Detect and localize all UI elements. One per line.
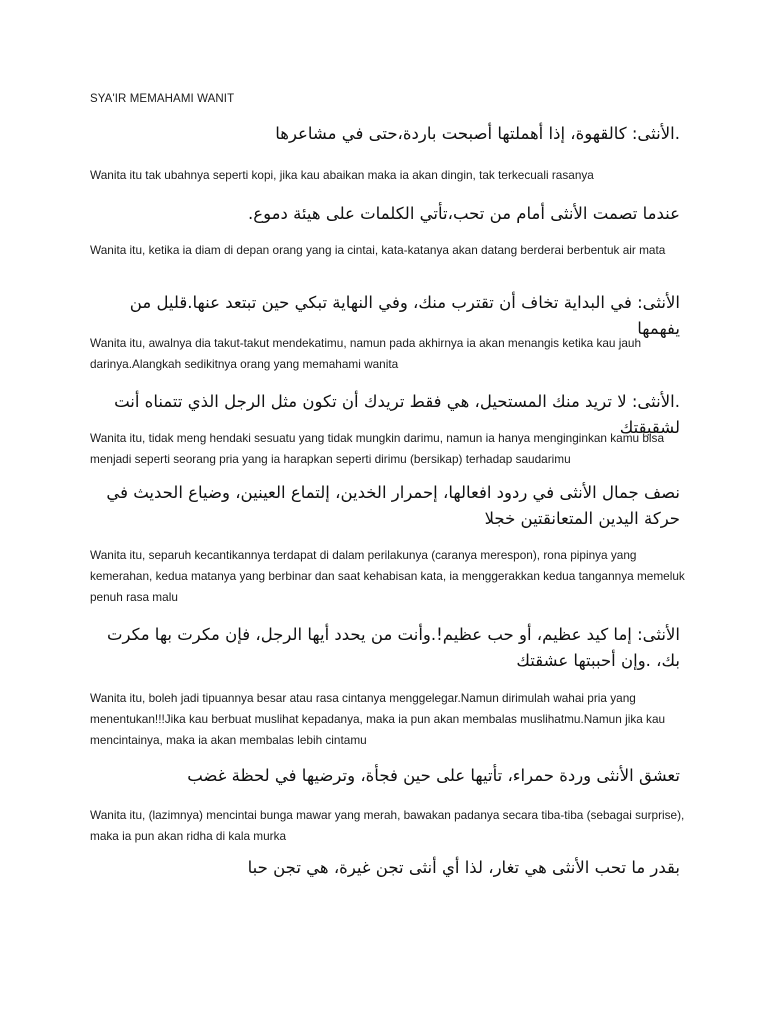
verse-6-arabic: الأنثى: إما كيد عظيم، أو حب عظيم!.وأنت من يحدد أيها الرجل، فإن مكرت بها مكرت بك، .وإن أحببتها عشقتك	[106, 625, 680, 670]
verse-5-translation: Wanita itu, separuh kecantikannya terdapat di dalam perilakunya (caranya merespon), rona pipinya yang kemerahan, kedua matanya yang berbinar dan saat kehabisan kata, ia menggerakkan kedua tangannya memeluk penuh rasa malu	[90, 548, 685, 604]
verse-7-translation: Wanita itu, (lazimnya) mencintai bunga mawar yang merah, bawakan padanya secara tiba-tiba (sebagai surprise), maka ia pun akan ridha di kala murka	[90, 808, 685, 843]
verse-1-arabic: .الأنثى: كالقهوة، إذا أهملتها أصبحت باردة،حتى في مشاعرها	[275, 124, 680, 143]
verse-2-translation: Wanita itu, ketika ia diam di depan orang yang ia cintai, kata-katanya akan datang berderai berbentuk air mata	[90, 243, 666, 257]
verse-7-arabic: تعشق الأنثى وردة حمراء، تأتيها على حين فجأة، وترضيها في لحظة غضب	[187, 766, 680, 785]
verse-8-arabic: بقدر ما تحب الأنثى هي تغار، لذا أي أنثى تجن غيرة، هي تجن حبا	[247, 858, 680, 877]
verse-2-arabic: عندما تصمت الأنثى أمام من تحب،تأتي الكلمات على هيئة دموع.	[248, 204, 680, 223]
verse-6-translation: Wanita itu, boleh jadi tipuannya besar atau rasa cintanya menggelegar.Namun dirimulah wahai pria yang menentukan!!!Jika kau berbuat muslihat kepadanya, maka ia pun akan membalas muslihatmu.Namun jika kau mencintainya, maka ia akan membalas lebih cintamu	[90, 691, 666, 747]
verse-4-translation: Wanita itu, tidak meng hendaki sesuatu yang tidak mungkin darimu, namun ia hanya menginginkan kamu bisa menjadi seperti seorang pria yang ia harapkan seperti dirimu (bersikap) terhadap saudarimu	[90, 431, 665, 466]
verse-5-arabic: نصف جمال الأنثى في ردود افعالها، إحمرار الخدين، إلتماع العينين، وضياع الحديث في حركة اليدين المتعانقتين خجلا	[106, 483, 680, 528]
verse-3-arabic: الأنثى: في البداية تخاف أن تقترب منك، وفي النهاية تبكي حين تبتعد عنها.قليل من يفهمها	[129, 293, 680, 338]
verse-1-translation: Wanita itu tak ubahnya seperti kopi, jika kau abaikan maka ia akan dingin, tak terkecuali rasanya	[90, 168, 594, 182]
document-title: SYA'IR MEMAHAMI WANIT	[90, 93, 235, 105]
verse-3-translation: Wanita itu, awalnya dia takut-takut mendekatimu, namun pada akhirnya ia akan menangis ketika kau jauh darinya.Alangkah sedikitnya orang yang memahami wanita	[90, 336, 642, 371]
verse-4-arabic: .الأنثى: لا تريد منك المستحيل، هي فقط تريدك أن تكون مثل الرجل الذي تتمناه أنت لشقيقتك	[114, 392, 680, 437]
